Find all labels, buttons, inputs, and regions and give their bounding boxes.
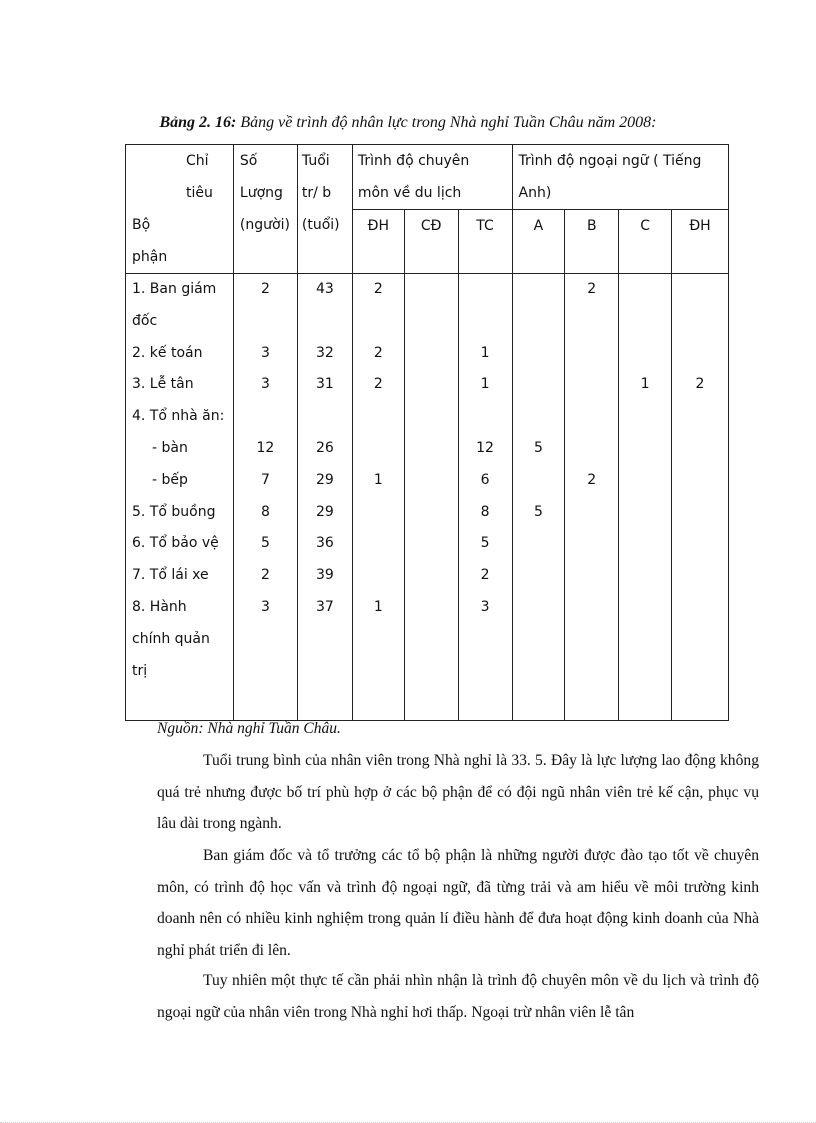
cell-a	[513, 401, 565, 433]
language-group-header	[512, 145, 729, 210]
paragraph-1: Tuổi trung bình của nhân viên trong Nhà nghỉ là 33. 5. Đây là lực lượng lao động không quá trẻ nhưng được bố trí phù hợp ở các bộ phận để có đội ngũ nhân viên trẻ kế cận, phục vụ lâu dài trong ngành.	[157, 752, 759, 832]
cell-tc: 3	[480, 598, 490, 615]
cell-b: 2	[587, 471, 597, 488]
cell-tc: 12	[476, 439, 494, 456]
cell-spacer	[234, 306, 297, 338]
cell-qty: 2	[260, 567, 270, 584]
staff-qualification-table	[125, 144, 729, 721]
department-label: 1. Ban giám	[132, 281, 217, 297]
language-b-column	[565, 274, 619, 721]
cell-spacer	[298, 624, 352, 656]
cell-b	[565, 401, 618, 433]
cell-tc	[459, 401, 512, 433]
cell-ldh	[672, 401, 728, 433]
cell-ldh	[672, 433, 728, 465]
corner-header	[126, 145, 234, 274]
department-label: 3. Lễ tân	[132, 376, 194, 393]
cell-cd	[405, 338, 458, 370]
cell-spacer	[565, 306, 618, 338]
cell-cd	[405, 369, 458, 401]
tourism-cd-column	[404, 274, 458, 721]
caption-text: Bảng về trình độ nhân lực trong Nhà nghỉ Tuần Châu năm 2008:	[236, 114, 657, 131]
language-a-column	[512, 274, 565, 721]
cell-ldh	[672, 465, 728, 497]
cell-spacer	[405, 656, 458, 688]
cell-spacer	[672, 624, 728, 656]
cell-age: 43	[315, 281, 334, 297]
cell-ldh: 2	[695, 376, 705, 393]
cell-dh: 1	[373, 598, 383, 615]
department-label: trị	[132, 662, 148, 679]
cell-age	[298, 401, 352, 433]
cell-spacer	[672, 656, 728, 688]
cell-spacer	[234, 656, 297, 688]
cell-age: 36	[315, 535, 334, 552]
department-label: 4. Tổ nhà ăn:	[132, 408, 225, 425]
cell-c	[619, 497, 671, 529]
cell-c	[619, 592, 671, 624]
sub-header-lang-dh: ĐH	[672, 210, 729, 274]
cell-spacer	[353, 306, 404, 338]
cell-spacer	[459, 656, 512, 688]
cell-c	[619, 528, 671, 560]
cell-spacer	[298, 306, 352, 338]
cell-age: 26	[315, 439, 334, 456]
cell-cd	[405, 592, 458, 624]
age-column	[297, 274, 352, 721]
cell-spacer	[619, 624, 671, 656]
cell-spacer	[459, 624, 512, 656]
cell-qty: 2	[260, 281, 270, 297]
quantity-header	[233, 145, 297, 274]
cell-b	[565, 338, 618, 370]
sub-header-cd: CĐ	[404, 210, 458, 274]
language-header-line: Trình độ ngoại ngữ ( Tiếng	[518, 153, 702, 169]
cell-a: 5	[533, 439, 543, 456]
cell-spacer	[234, 624, 297, 656]
cell-ldh	[672, 338, 728, 370]
department-label: đốc	[132, 312, 158, 329]
cell-tc: 8	[480, 503, 490, 520]
cell-cd	[405, 401, 458, 433]
cell-c	[619, 338, 671, 370]
tourism-header-line: Trình độ chuyên	[357, 153, 470, 169]
cell-spacer	[513, 624, 565, 656]
sub-header-c: C	[619, 210, 672, 274]
cell-dh: 2	[373, 281, 383, 297]
cell-c	[619, 560, 671, 592]
cell-tc: 2	[480, 567, 490, 584]
cell-spacer	[513, 306, 565, 338]
cell-ldh	[672, 497, 728, 529]
cell-dh	[353, 528, 404, 560]
cell-tc: 6	[480, 471, 490, 488]
cell-tc: 1	[480, 344, 490, 361]
corner-bottom-1: Bộ	[132, 217, 151, 233]
department-label: 5. Tổ buồng	[132, 503, 216, 520]
cell-c	[619, 465, 671, 497]
cell-dh	[353, 401, 404, 433]
cell-ldh	[672, 560, 728, 592]
cell-spacer	[459, 306, 512, 338]
caption-label: Bảng 2. 16:	[159, 114, 237, 131]
cell-age: 32	[315, 344, 334, 361]
cell-cd	[405, 497, 458, 529]
cell-tc: 1	[480, 376, 490, 393]
cell-dh	[353, 560, 404, 592]
cell-ldh	[672, 274, 728, 306]
department-label: 6. Tổ bảo vệ	[132, 535, 219, 552]
cell-a	[513, 560, 565, 592]
corner-top-1: Chỉ	[186, 153, 209, 169]
cell-c	[619, 274, 671, 306]
quantity-column	[233, 274, 297, 721]
cell-age: 29	[315, 471, 334, 488]
quantity-header-line: Lượng	[239, 185, 283, 201]
cell-qty: 5	[260, 535, 270, 552]
cell-dh: 1	[373, 471, 383, 488]
cell-qty: 3	[260, 598, 270, 615]
department-label: - bếp	[152, 471, 188, 488]
department-label: - bàn	[152, 439, 188, 456]
cell-a: 5	[533, 503, 543, 520]
table-source: Nguồn: Nhà nghỉ Tuần Châu.	[157, 720, 341, 737]
cell-b	[565, 433, 618, 465]
sub-header-dh: ĐH	[352, 210, 404, 274]
tourism-group-header	[352, 145, 512, 210]
cell-cd	[405, 433, 458, 465]
cell-a	[513, 528, 565, 560]
tourism-header-line: môn về du lịch	[357, 185, 462, 201]
cell-a	[513, 369, 565, 401]
cell-qty: 12	[256, 439, 275, 456]
corner-bottom-2: phận	[132, 249, 168, 265]
cell-b	[565, 369, 618, 401]
tourism-dh-column	[352, 274, 404, 721]
table-caption	[0, 114, 816, 132]
cell-spacer	[565, 624, 618, 656]
age-header	[297, 145, 352, 274]
corner-top-2: tiêu	[186, 185, 213, 201]
quantity-header-line: Số	[239, 153, 258, 169]
department-label: 8. Hành	[132, 598, 187, 615]
cell-c: 1	[640, 376, 650, 393]
cell-spacer	[405, 624, 458, 656]
sub-header-tc: TC	[458, 210, 512, 274]
cell-c	[619, 433, 671, 465]
department-label: 2. kế toán	[132, 344, 203, 361]
cell-dh: 2	[373, 344, 383, 361]
cell-b	[565, 592, 618, 624]
cell-ldh	[672, 528, 728, 560]
language-c-column	[619, 274, 672, 721]
paragraph-2: Ban giám đốc và tổ trưởng các tổ bộ phận là những người được đào tạo tốt về chuyên môn, có trình độ học vấn và trình độ ngoại ngữ, đã từng trải và am hiểu về môi trường kinh doanh nên có nhiều kinh nghiệm trong quản lí điều hành để đưa hoạt động kinh doanh của Nhà nghỉ phát triển đi lên.	[157, 847, 759, 959]
cell-qty: 3	[260, 376, 270, 393]
cell-b	[565, 560, 618, 592]
cell-qty: 7	[260, 471, 270, 488]
cell-cd	[405, 274, 458, 306]
quantity-header-line: (người)	[239, 217, 290, 233]
cell-spacer	[353, 624, 404, 656]
age-header-line: tr/ b	[301, 185, 332, 201]
cell-c	[619, 401, 671, 433]
cell-dh: 2	[373, 376, 383, 393]
cell-tc: 5	[480, 535, 490, 552]
cell-cd	[405, 465, 458, 497]
cell-b: 2	[587, 281, 597, 297]
department-label: chính quản	[132, 630, 210, 647]
department-column	[126, 274, 234, 721]
cell-a	[513, 338, 565, 370]
cell-age: 31	[315, 376, 334, 393]
cell-a	[513, 465, 565, 497]
department-label: 7. Tổ lái xe	[132, 567, 209, 584]
cell-spacer	[565, 656, 618, 688]
cell-b	[565, 528, 618, 560]
cell-dh	[353, 433, 404, 465]
cell-spacer	[353, 656, 404, 688]
cell-spacer	[672, 306, 728, 338]
cell-tc	[459, 274, 512, 306]
cell-age: 29	[315, 503, 334, 520]
sub-header-a: A	[512, 210, 565, 274]
tourism-tc-column	[458, 274, 512, 721]
cell-qty: 3	[260, 344, 270, 361]
cell-age: 39	[315, 567, 334, 584]
cell-spacer	[298, 656, 352, 688]
language-header-line: Anh)	[518, 185, 552, 201]
cell-age: 37	[315, 598, 334, 615]
cell-cd	[405, 528, 458, 560]
age-header-line: Tuổi	[301, 153, 330, 169]
cell-spacer	[619, 306, 671, 338]
cell-qty: 8	[260, 503, 270, 520]
cell-b	[565, 497, 618, 529]
language-dh-column	[672, 274, 729, 721]
cell-cd	[405, 560, 458, 592]
cell-a	[513, 592, 565, 624]
cell-spacer	[405, 306, 458, 338]
sub-header-b: B	[565, 210, 619, 274]
cell-ldh	[672, 592, 728, 624]
cell-a	[513, 274, 565, 306]
cell-spacer	[619, 656, 671, 688]
age-header-line: (tuổi)	[301, 217, 340, 233]
cell-qty	[234, 401, 297, 433]
cell-dh	[353, 497, 404, 529]
cell-spacer	[513, 656, 565, 688]
paragraph-3: Tuy nhiên một thực tế cần phải nhìn nhận là trình độ chuyên môn về du lịch và trình độ ngoại ngữ của nhân viên trong Nhà nghỉ hơi thấp. Ngoại trừ nhân viên lễ tân	[157, 972, 759, 1021]
